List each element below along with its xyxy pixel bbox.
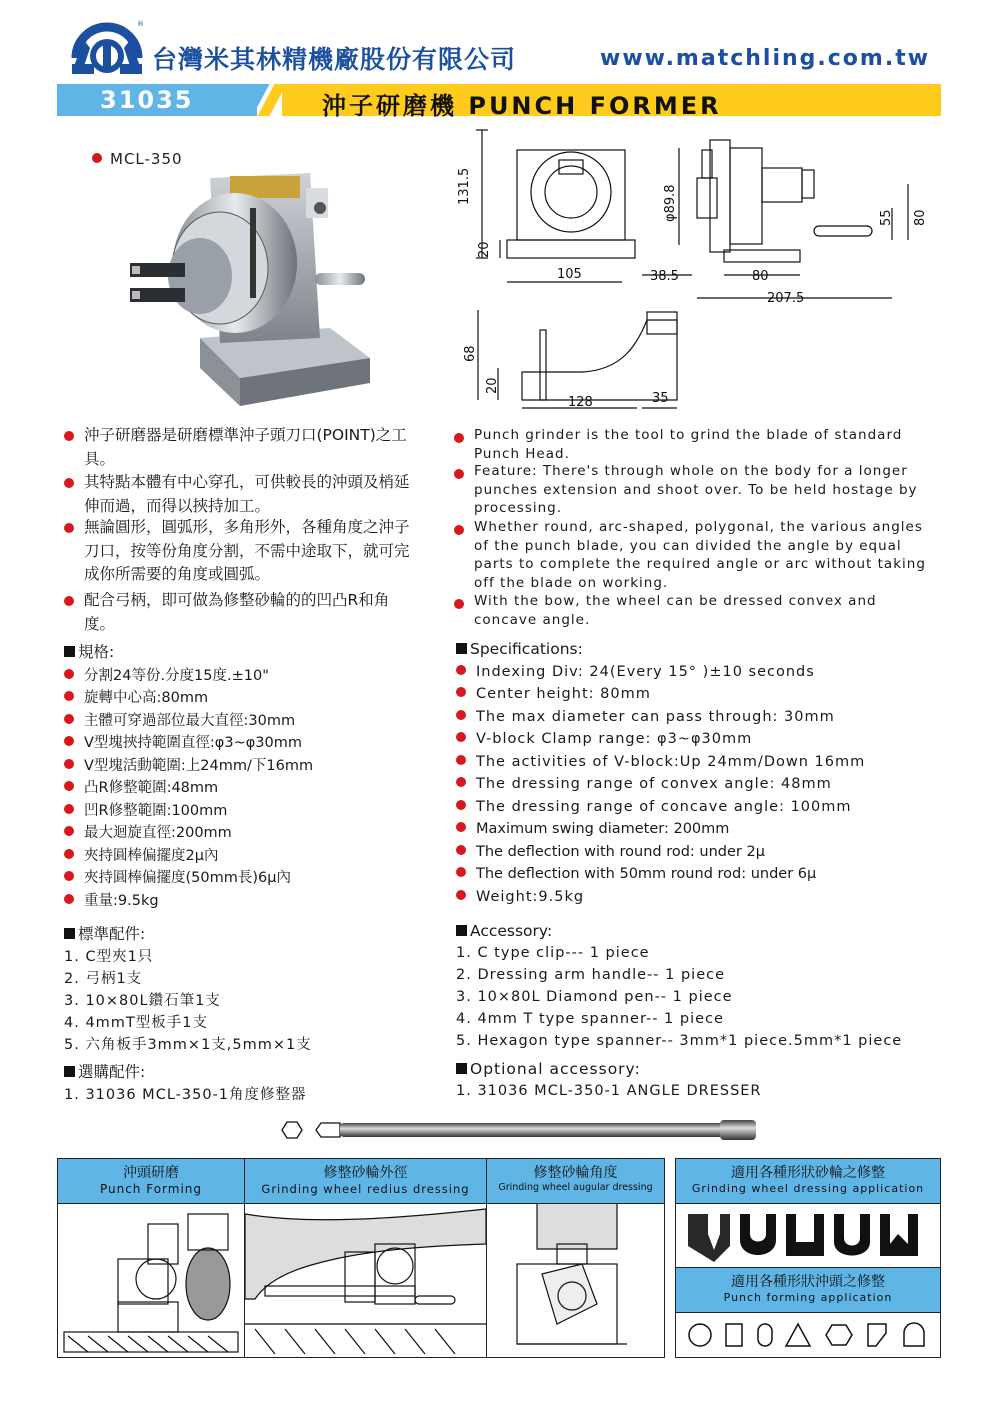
bullet-icon [64,691,74,701]
bullet-icon [64,871,74,881]
spec-en-text: The deflection with 50mm round rod: under 6μ [476,866,817,882]
hexagon-icon [826,1325,852,1345]
cell-angular-dressing-image [486,1203,665,1358]
dim-total-length: 207.5 [767,291,805,306]
spec-cn-text: 凹R修整範圍:100mm [84,803,228,819]
bullet-icon [64,736,74,746]
table-header-angular-dressing [486,1158,665,1204]
bullet-icon [64,894,74,904]
chamfer-icon [868,1324,886,1346]
specs-en-heading [456,640,583,658]
spec-cn-item [64,664,269,685]
bullet-icon [456,777,466,787]
dim-side-h2: 80 [913,209,928,226]
rectangle-icon [726,1324,742,1346]
intro-cn-text: 沖子研磨器是研磨標準沖子頭刀口(POINT)之工具。 [84,426,407,468]
cell-radius-dressing-image [244,1203,487,1358]
table-header-punch-application [675,1267,941,1313]
spec-cn-text: 重量:9.5kg [84,893,159,909]
acc-en-item: 4. 4mm T type spanner-- 1 piece [456,1011,724,1027]
bullet-icon [456,732,466,742]
acc-cn-item: 2. 弓柄1支 [64,971,143,987]
intro-en-text: Whether round, arc-shaped, polygonal, the various angles of the punch blade, you can divided the angle by equal parts to complete the required angle or arc without taking off the blade on working. [474,519,926,591]
bullet-icon [64,431,74,441]
acc-en-heading [456,922,552,940]
dim-side-h1: 55 [879,209,894,226]
spec-cn-item [64,776,218,797]
spec-en-item [456,889,584,905]
spec-en-item [456,664,815,680]
model-number: 31035 [100,86,194,114]
spec-cn-text: V型塊活動範圍:上24mm/下16mm [84,758,314,774]
header-cn: 沖頭研磨 [123,1165,179,1181]
header-en: Grinding wheel dressing application [691,1182,925,1195]
spec-en-text: Weight:9.5kg [476,889,585,905]
square-bullet-icon [64,1066,75,1077]
model-label [92,150,183,168]
spec-en-text: The activities of V-block:Up 24mm/Down 16mm [476,754,866,770]
spec-en-text: The max diameter can pass through: 30mm [476,709,835,725]
model-label-text: MCL-350 [110,150,183,168]
radius-dressing-illustration [245,1204,486,1357]
intro-cn-1 [84,424,434,471]
acc-cn-item: 3. 10×80L鑽石筆1支 [64,993,221,1009]
bullet-icon [64,478,74,488]
spec-en-text: Center height: 80mm [476,686,651,702]
opt-en-heading [456,1060,641,1078]
bullet-icon [456,710,466,720]
acc-en-item: 5. Hexagon type spanner-- 3mm*1 piece.5mm*1 piece [456,1033,903,1049]
spec-en-item [456,844,765,860]
triangle-icon [786,1324,810,1346]
bullet-icon [64,523,74,533]
header-en: Punch Forming [99,1182,203,1196]
spec-cn-item [64,821,232,842]
bullet-icon [454,433,464,443]
square-bullet-icon [456,925,467,936]
bullet-icon [456,867,466,877]
spec-en-text: The dressing range of convex angle: 48mm [476,776,832,792]
svg-text:®: ® [137,20,144,28]
intro-cn-4 [84,589,414,636]
spec-en-item [456,731,752,747]
acc-cn-item: 5. 六角板手3mm×1支,5mm×1支 [64,1037,312,1053]
punch-shapes-illustration [676,1313,940,1357]
cell-punch-forming-image [57,1203,245,1358]
spec-en-item [456,821,729,837]
spec-cn-item [64,844,218,865]
dim-side-diameter: φ89.8 [663,184,678,222]
spec-cn-text: 分割24等份.分度15度.±10" [84,668,269,684]
bullet-icon [456,890,466,900]
cell-punch-shapes [675,1312,941,1358]
header-en: Punch forming application [723,1291,893,1304]
square-bullet-icon [456,643,467,654]
spec-cn-text: 主體可穿過部位最大直徑:30mm [84,713,296,729]
opt-cn-title: 選購配件: [78,1063,146,1081]
spec-cn-item [64,889,159,910]
intro-cn-3 [84,516,422,587]
application-table [57,1158,941,1358]
spec-en-text: The deflection with round rod: under 2μ [476,844,765,860]
opt-cn-item: 1. 31036 MCL-350-1角度修整器 [64,1087,307,1103]
dim-front-height: 131.5 [457,167,472,205]
dim-front-base: 20 [477,241,492,258]
table-header-radius-dressing [244,1158,487,1204]
spec-en-text: The dressing range of concave angle: 100mm [476,799,852,815]
spec-cn-item [64,709,295,730]
acc-cn-title: 標準配件: [78,925,146,943]
angular-dressing-illustration [487,1204,664,1357]
specs-cn-heading [64,640,114,662]
opt-en-item: 1. 31036 MCL-350-1 ANGLE DRESSER [456,1083,762,1099]
bullet-icon [456,755,466,765]
specs-cn-title: 規格: [78,643,115,661]
spec-en-text: Indexing Div: 24(Every 15° )±10 seconds [476,664,815,680]
acc-en-item: 3. 10×80L Diamond pen-- 1 piece [456,989,733,1005]
dim-bow-tip: 35 [652,391,669,406]
spec-en-item [456,709,835,725]
punch-forming-illustration [58,1204,244,1357]
bullet-icon [64,669,74,679]
spec-en-item [456,776,832,792]
bullet-icon [456,845,466,855]
arch-icon [904,1323,924,1346]
header-cn: 適用各種形狀砂輪之修整 [731,1165,885,1181]
bullet-icon [64,596,74,606]
bullet-icon [454,599,464,609]
spec-en-item [456,799,852,815]
spec-cn-text: 夾持圓棒偏擺度2μ內 [84,848,219,864]
dimension-drawing [457,130,932,420]
intro-en-text: Punch grinder is the tool to grind the blade of standard Punch Head. [474,427,903,462]
square-bullet-icon [64,928,75,939]
intro-en-4 [474,592,914,629]
spec-cn-item [64,754,313,775]
bullet-icon [64,759,74,769]
dim-front-width: 105 [557,267,582,282]
header-en: Grinding wheel redius dressing [261,1182,470,1196]
bullet-icon [64,826,74,836]
dressing-arm-image [280,1110,760,1150]
spec-en-item [456,754,865,770]
specs-en-title: Specifications: [470,640,583,658]
intro-en-2 [474,462,934,518]
bullet-icon [92,153,102,163]
bullet-icon [456,665,466,675]
spec-cn-item [64,731,302,752]
intro-cn-text: 其特點本體有中心穿孔，可供較長的沖頭及梢延伸而過，而得以挾持加工。 [84,473,410,515]
spec-cn-item [64,686,208,707]
header-cn: 修整砂輪角度 [533,1165,618,1181]
intro-cn-text: 無論圓形，圓弧形，多角形外，各種角度之沖子刀口，按等份角度分割，不需中途取下，就可完成你所需要的角度或圓弧。 [84,518,410,583]
square-bullet-icon [64,646,75,657]
intro-en-text: Feature: There's through whole on the body for a longer punches extension and shoot over. To be held hostage by processing. [474,463,918,516]
acc-cn-item: 4. 4mmT型板手1支 [64,1015,209,1031]
bullet-icon [456,800,466,810]
oval-icon [758,1324,772,1346]
company-name: 台灣米其林精機廠股份有限公司 [152,45,517,74]
bullet-icon [454,525,464,535]
dim-bow-base: 20 [485,377,500,394]
spec-cn-text: 夾持圓棒偏擺度(50mm長)6μ內 [84,870,291,886]
circle-icon [689,1324,711,1346]
dim-bow-height: 68 [463,345,478,362]
intro-cn-2 [84,471,422,518]
acc-cn-heading [64,922,145,944]
bullet-icon [64,714,74,724]
table-header-wheel-application [675,1158,941,1204]
dim-bow-length: 128 [568,395,593,410]
intro-en-text: With the bow, the wheel can be dressed convex and concave angle. [474,593,877,628]
bullet-icon [64,804,74,814]
intro-en-1 [474,426,934,463]
website-url[interactable]: www.matchling.com.tw [600,46,931,71]
intro-en-3 [474,518,934,592]
spec-en-text: Maximum swing diameter: 200mm [476,821,730,837]
spec-en-text: V-block Clamp range: φ3~φ30mm [476,731,753,747]
opt-en-title: Optional accessory: [470,1060,641,1078]
spec-cn-text: 凸R修整範圍:48mm [84,780,219,796]
product-title: 沖子研磨機 PUNCH FORMER [322,92,722,120]
intro-cn-text: 配合弓柄，即可做為修整砂輪的的凹凸R和角度。 [84,591,390,633]
acc-en-item: 2. Dressing arm handle-- 1 piece [456,967,726,983]
wheel-shapes-illustration [676,1204,940,1267]
spec-cn-item [64,866,291,887]
bullet-icon [456,687,466,697]
opt-cn-heading [64,1060,145,1082]
dim-side-base: 80 [752,269,769,284]
acc-en-item: 1. C type clip--- 1 piece [456,945,650,961]
bullet-icon [64,849,74,859]
dim-side-offset: 38.5 [650,269,679,284]
matchling-logo [70,18,144,74]
bullet-icon [456,822,466,832]
square-bullet-icon [456,1063,467,1074]
spec-cn-text: 旋轉中心高:80mm [84,690,209,706]
acc-en-title: Accessory: [470,922,553,940]
spec-en-item [456,686,651,702]
bullet-icon [64,781,74,791]
table-header-punch-forming [57,1158,245,1204]
header-en: Grinding wheel augular dressing [498,1182,653,1193]
spec-en-item [456,866,816,882]
header-cn: 適用各種形狀沖頭之修整 [731,1274,885,1290]
spec-cn-item [64,799,227,820]
header-cn: 修整砂輪外徑 [323,1165,408,1181]
bullet-icon [454,469,464,479]
cell-wheel-shapes [675,1203,941,1268]
product-photo [120,168,380,408]
spec-cn-text: 最大迴旋直徑:200mm [84,825,232,841]
acc-cn-item: 1. C型夾1只 [64,949,154,965]
spec-cn-text: V型塊挾持範圍直徑:φ3~φ30mm [84,735,303,751]
